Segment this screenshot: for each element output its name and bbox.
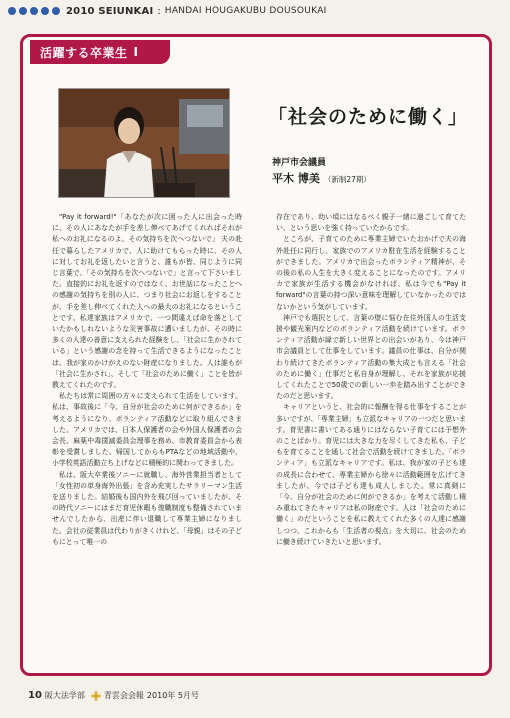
article-column-right [276,212,466,548]
header-dot [30,7,38,15]
author-name-line [272,170,371,186]
footer-org: 阪大法学部 [44,691,85,700]
author-graduation: （新制27期） [323,175,371,184]
article-column-left [52,212,242,548]
footer-issue: 2010年 5月号 [146,691,199,700]
page-footer [28,690,202,701]
article-headline: 「社会のために働く」 [268,106,469,128]
article-paragraph: 神戸でも選択として、言葉の壁に悩む在住外国人の生活支援や観光案内などのボランティア活動を続けています。ボランティア活動が縁で新しい世界との出会いがあり、今は神戸市会議員として仕事をしています。議員の仕事は、自分が関わり続けてきたボランティア活動の集大成とも言える「社会のために働く」仕事だと私自身が理解し、それを家族が応援してくれたことで50歳での新しい一歩を踏み出すことができたのだと思います。 [276,313,466,401]
article-paragraph: 私たちは常に周囲の方々に支えられて生活をしています。私は、事故後に「今、自分が社会のために何ができるか」を考えるようになり、ボランティア活動などに取り組んできました。アメリカでは、日本人保護者の会や外国人保護者の会会長、麻薬中毒撲滅委員会理事を務め、市教育委員会から表彰を受賞しました。帰国してからもPTAなどの地域活動や、小学校英語活動立ち上げなどに積極的に関わってきました。 [52,392,242,468]
flower-logo-icon [91,691,101,701]
section-numeral: I [133,45,139,59]
section-label: 活躍する卒業生 [40,45,128,60]
header-separator: : [157,5,161,17]
article-paragraph: キャリアというと、社会的に報酬を得る仕事をすることが多いですが、「専業主婦」も立派なキャリアの一つだと思います。育児書に書いてある通りにはならない子育てには予想外のことばかり。育児には大きな力を尽くしてきた私も、子どもを育てることを通して社会で活動を続けてきました。「ボランティア」も立派なキャリアです。私は、我が家の子ども達の成長に合わせて、専業主婦から徐々に活動範囲を広げてきましたが、今では子ども達も成人しました。常に真剣に「今、自分が社会のために何ができるか」を考えて活動し積み重ねてきたキャリアは私の財産です。人は「社会のために働く」のだということを私に教えてくれた多くの人達に感謝しつつ、これからも「生活者の視点」を大切に、社会のために働き続けていきたいと思います。 [276,403,466,546]
article-paragraph: ところが、子育てのために専業主婦でいたおかげで夫の海外赴任に同行し、家族でのアメリカ駐在生活を経験することができました。アメリカで出会ったボランティア精神が、その後の私の人生を大きく変えることになったのです。アメリカで家族が生活する機会がなければ、私は今でも"Pay it forward"の言葉の持つ深い意味を理解していなかったのではないかという気がしています。 [276,235,466,311]
author-name: 平木 博美 [272,172,320,185]
header-dot [52,7,60,15]
header-title: 2010 SEIUNKAI [66,5,154,17]
speaker-photo-image [59,89,230,198]
article-paragraph: 存在であり、幼い頃にはなるべく親子一緒に過ごして育てたい、という思いを強く持っていたからです。 [276,213,466,233]
page-number: 10 [28,690,42,701]
author-role: 神戸市会議員 [272,158,327,168]
article-paragraph: "Pay it forward!"「あなたが次に困った人に出会った時に、その人にあなたが手を差し伸べてあげてくれればそれが私へのお礼になるのよ。その気持ちを次へつないで」 夫の赴任で暮らしたアメリカで、人に助けてもらった時に、その人に対してお礼を返したいと言うと、誰もが皆、同じように同じ言葉で、「その気持ちを次へつないで」と言って下さいました。直接的にお礼を返すのではなく、お世話になったことへの感謝の気持ちを別の人に、つまり社会にお返しをすることが、手を差し伸べてくれた人への最大のお礼になるということです。私達家族はアメリカで、一つ間違えば命を落としていたかもしれないような災害事故に遭いましたが、その時に多くの人達の善意に支えられた経験をし、「社会に生かされている」という感謝の念を持って生活できるようになったことは、我が家のかけがえのない財産になりました。人は誰もが「社会に生かされ」、そして「社会のために働く」ことを皆が教えてくれたのです。 [52,213,242,390]
header-dots [8,7,60,15]
header-dot [41,7,49,15]
header-dot [8,7,16,15]
section-tab [30,40,170,64]
footer-publication: 青雲会会報 [103,691,144,700]
article-paragraph: 私は、阪大卒業後ソニーに就職し、海外営業担当者として「女性初の単身海外出張」を含め充実したサラリーマン生活を送りました。結婚後も国内外を飛び回っていましたが、その時代ソニーにはまだ育児休暇も復職制度も整備されていませんでしたから、出産に伴い退職して専業主婦になりました。会社の従業員は代わりがきくけれど、「母親」はその子どもにとって唯一の [52,470,242,546]
page-header [0,0,510,22]
header-subtitle: HANDAI HOUGAKUBU DOUSOUKAI [164,6,327,16]
speaker-photo [58,88,230,198]
header-dot [19,7,27,15]
